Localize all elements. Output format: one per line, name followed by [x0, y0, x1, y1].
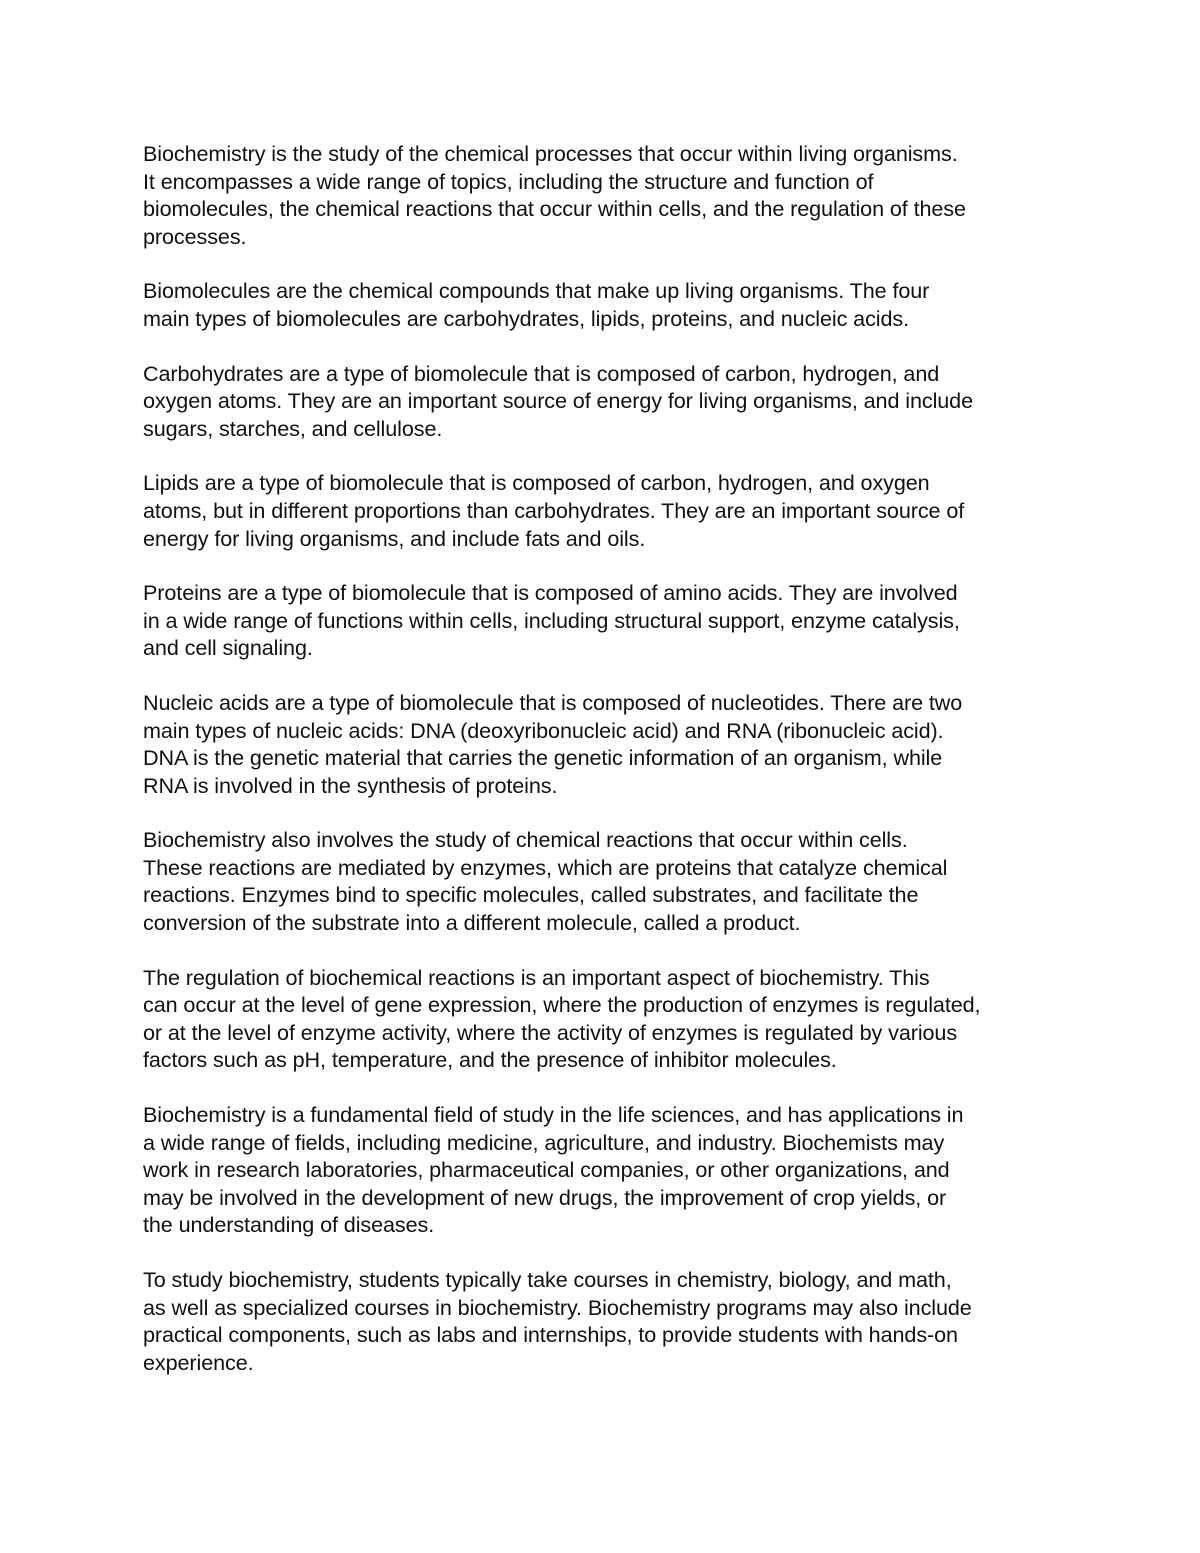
- text-line: DNA is the genetic material that carries the genetic information of an organism, while: [143, 745, 943, 771]
- paragraph: [143, 1101, 1073, 1239]
- text-line: practical components, such as labs and internships, to provide students with hands-on: [143, 1322, 958, 1348]
- paragraph: [143, 579, 1073, 662]
- text-line: Biomolecules are the chemical compounds that make up living organisms. The four: [143, 278, 930, 304]
- text-line: main types of biomolecules are carbohydrates, lipids, proteins, and nucleic acids.: [143, 305, 909, 331]
- paragraph: [143, 689, 1073, 799]
- text-line: can occur at the level of gene expression, where the production of enzymes is regulated,: [143, 992, 981, 1018]
- paragraph: [143, 469, 1073, 552]
- text-line: may be involved in the development of new drugs, the improvement of crop yields, or: [143, 1184, 947, 1210]
- text-line: atoms, but in different proportions than carbohydrates. They are an important source of: [143, 497, 965, 523]
- text-line: Biochemistry is a fundamental field of study in the life sciences, and has applications in: [143, 1102, 964, 1128]
- text-line: It encompasses a wide range of topics, including the structure and function of: [143, 168, 874, 194]
- text-line: reactions. Enzymes bind to specific molecules, called substrates, and facilitate the: [143, 882, 919, 908]
- text-line: in a wide range of functions within cells, including structural support, enzyme catalysis,: [143, 607, 960, 633]
- paragraph: [143, 277, 1073, 332]
- text-line: and cell signaling.: [143, 635, 313, 661]
- text-line: Carbohydrates are a type of biomolecule that is composed of carbon, hydrogen, and: [143, 360, 940, 386]
- text-line: Nucleic acids are a type of biomolecule that is composed of nucleotides. There are two: [143, 689, 963, 715]
- text-line: Biochemistry is the study of the chemical processes that occur within living organisms.: [143, 141, 958, 166]
- text-line: the understanding of diseases.: [143, 1212, 435, 1238]
- paragraph: [143, 140, 1073, 250]
- text-line: conversion of the substrate into a different molecule, called a product.: [143, 910, 801, 936]
- text-line: The regulation of biochemical reactions is an important aspect of biochemistry. This: [143, 964, 930, 990]
- text-line: as well as specialized courses in biochemistry. Biochemistry programs may also include: [143, 1294, 972, 1320]
- text-line: Lipids are a type of biomolecule that is composed of carbon, hydrogen, and oxygen: [143, 470, 930, 496]
- paragraph: [143, 360, 1073, 443]
- text-line: oxygen atoms. They are an important source of energy for living organisms, and include: [143, 388, 974, 414]
- text-line: experience.: [143, 1349, 254, 1375]
- text-line: Biochemistry also involves the study of chemical reactions that occur within cells.: [143, 827, 908, 853]
- text-line: factors such as pH, temperature, and the presence of inhibitor molecules.: [143, 1047, 837, 1073]
- text-line: sugars, starches, and cellulose.: [143, 415, 443, 441]
- text-line: Proteins are a type of biomolecule that is composed of amino acids. They are involved: [143, 580, 958, 606]
- text-line: work in research laboratories, pharmaceutical companies, or other organizations, and: [143, 1157, 950, 1183]
- text-line: or at the level of enzyme activity, where the activity of enzymes is regulated by various: [143, 1019, 958, 1045]
- text-line: These reactions are mediated by enzymes, which are proteins that catalyze chemical: [143, 854, 948, 880]
- paragraph: [143, 964, 1073, 1074]
- document-body: [143, 140, 1073, 1403]
- text-line: processes.: [143, 223, 247, 249]
- text-line: a wide range of fields, including medicine, agriculture, and industry. Biochemists may: [143, 1129, 945, 1155]
- paragraph: [143, 826, 1073, 936]
- text-line: energy for living organisms, and include fats and oils.: [143, 525, 646, 551]
- text-line: main types of nucleic acids: DNA (deoxyribonucleic acid) and RNA (ribonucleic acid).: [143, 717, 944, 743]
- paragraph: [143, 1266, 1073, 1376]
- text-line: To study biochemistry, students typically take courses in chemistry, biology, and math,: [143, 1267, 952, 1292]
- text-line: biomolecules, the chemical reactions that occur within cells, and the regulation of these: [143, 196, 966, 222]
- text-line: RNA is involved in the synthesis of proteins.: [143, 772, 558, 798]
